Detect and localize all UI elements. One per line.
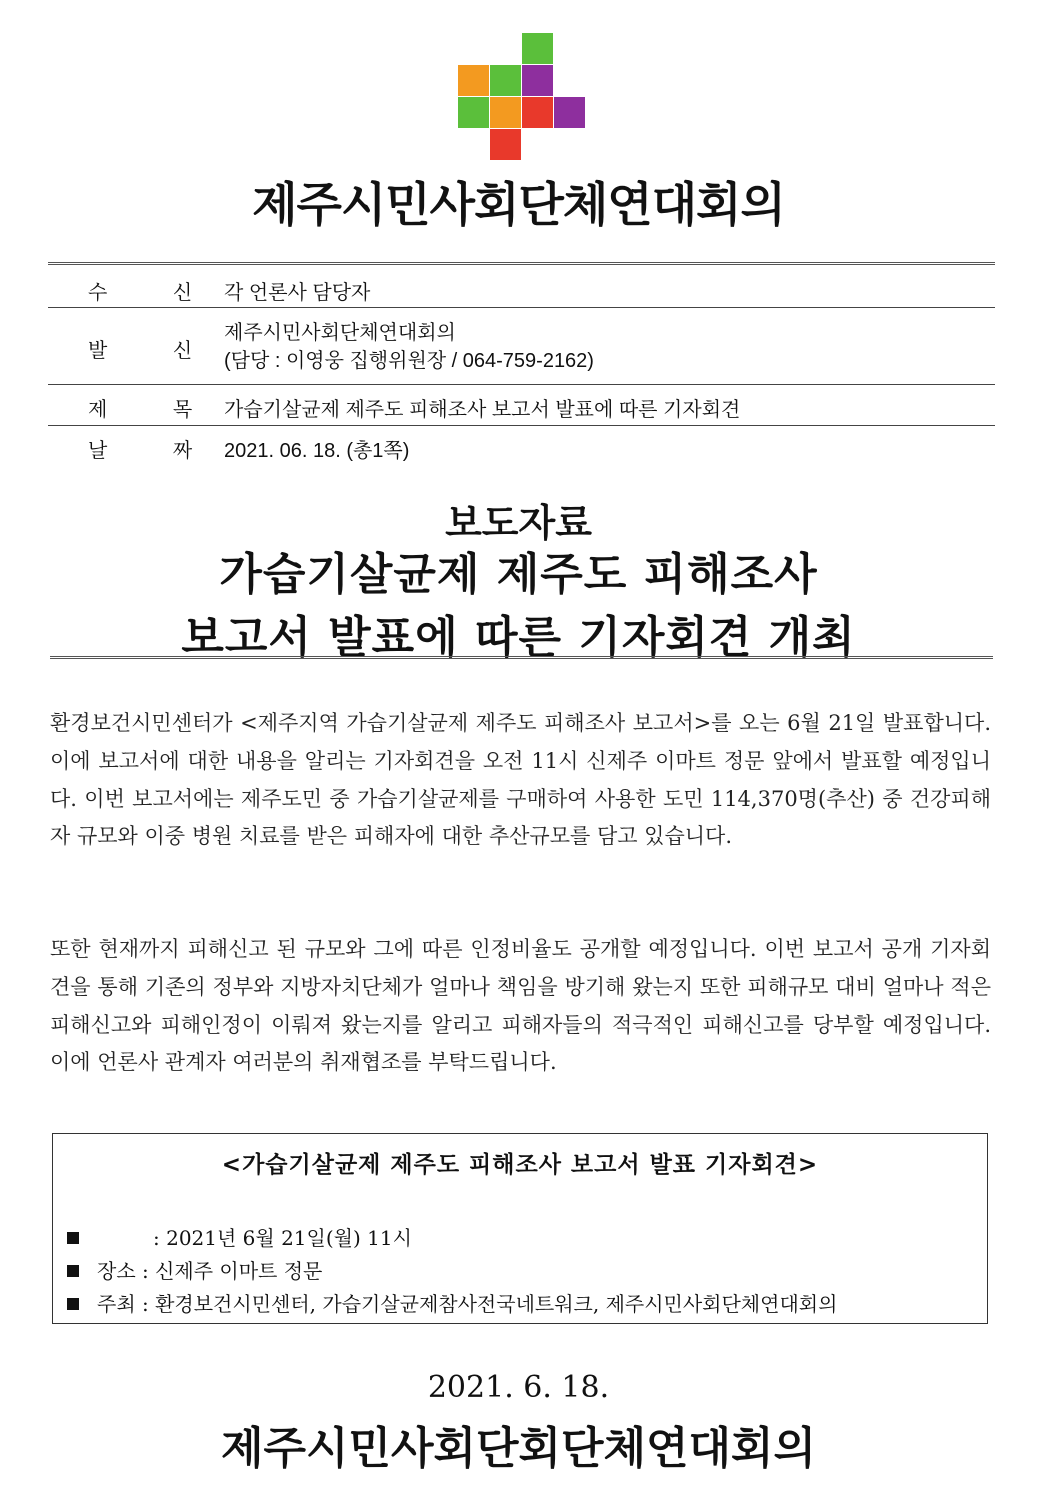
logo-tile [522, 33, 553, 64]
bullet-square-icon [67, 1232, 79, 1244]
info-row-recipient [48, 265, 995, 308]
footer-date: 2021. 6. 18. [427, 1370, 610, 1405]
info-row-subject [48, 385, 995, 426]
logo-mosaic-icon [458, 33, 586, 161]
info-label: 발 신 [88, 340, 223, 362]
info-value: 각 언론사 담당자 [224, 282, 371, 304]
title-divider [50, 656, 993, 659]
body-paragraph-1: 환경보건시민센터가 <제주지역 가습기살균제 제주도 피해조사 보고서>를 오는 6월 21일 발표합니다. 이에 보고서에 대한 내용을 알리는 기자회견을 오전 11시 신제주 이마트 정문 앞에서 발표할 예정입니다. 이번 보고서에는 제주도민 중 가습기살균제를 구매하여 사용한 도민 114,370명(추산) 중 건강피해자 규모와 이중 병원 치료를 받은 피해자에 대한 추산규모를 담고 있습니다. [50, 711, 991, 849]
main-title-line2: 보고서 발표에 따른 기자회견 개최 [181, 612, 856, 663]
event-item-host [67, 1288, 837, 1317]
logo-tile [490, 129, 521, 160]
bullet-square-icon [67, 1298, 79, 1310]
event-item-location [67, 1255, 322, 1284]
info-value: 가습기살균제 제주도 피해조사 보고서 발표에 따른 기자회견 [224, 399, 741, 421]
body-paragraph-2: 또한 현재까지 피해신고 된 규모와 그에 따른 인정비율도 공개할 예정입니다. 이번 보고서 공개 기자회견을 통해 기존의 정부와 지방자치단체가 얼마나 책임을 방기해 왔는지 또한 피해규모 대비 얼마나 적은 피해신고와 피해인정이 이뤄져 왔는지를 알리고 피해자들의 적극적인 피해신고를 당부할 예정입니다. 이에 언론사 관계자 여러분의 취재협조를 부탁드립니다. [50, 937, 991, 1075]
logo-text: 제주시민사회단체연대회의 [252, 178, 785, 233]
logo-tile [522, 65, 553, 96]
main-title-line1: 가습기살균제 제주도 피해조사 [219, 549, 818, 600]
info-table [48, 262, 995, 466]
logo-tile [490, 65, 521, 96]
event-item-value: : 환경보건시민센터, 가습기살균제참사전국네트워크, 제주시민사회단체연대회의 [142, 1292, 838, 1316]
info-label: 날 짜 [88, 440, 223, 462]
logo-tile [458, 97, 489, 128]
logo [0, 0, 1037, 240]
logo-tile [522, 97, 553, 128]
info-value [224, 319, 594, 375]
event-item-label: 장소 [97, 1259, 136, 1283]
sender-name: 제주시민사회단체연대회의 [224, 322, 456, 344]
footer-org-name: 제주시민사회단회단체연대회의 [220, 1423, 817, 1474]
event-info-box [52, 1133, 988, 1324]
info-value: 2021. 06. 18. (총1쪽) [224, 440, 410, 462]
logo-tile [490, 97, 521, 128]
info-label: 수 신 [88, 282, 223, 304]
event-item-datetime [67, 1222, 412, 1251]
event-item-value: : 신제주 이마트 정문 [142, 1259, 323, 1283]
event-box-title: <가습기살균제 제주도 피해조사 보고서 발표 기자회견> [221, 1152, 819, 1178]
logo-tile [458, 65, 489, 96]
info-row-sender [48, 308, 995, 385]
logo-tile [554, 97, 585, 128]
bullet-square-icon [67, 1265, 79, 1277]
sender-contact: (담당 : 이영웅 집행위원장 / 064-759-2162) [224, 350, 594, 372]
event-item-value: : 2021년 6월 21일(월) 11시 [153, 1226, 412, 1250]
info-row-date [48, 426, 995, 466]
info-label: 제 목 [88, 399, 223, 421]
doc-type-heading: 보도자료 [445, 501, 592, 545]
event-item-label: 주최 [97, 1292, 136, 1316]
